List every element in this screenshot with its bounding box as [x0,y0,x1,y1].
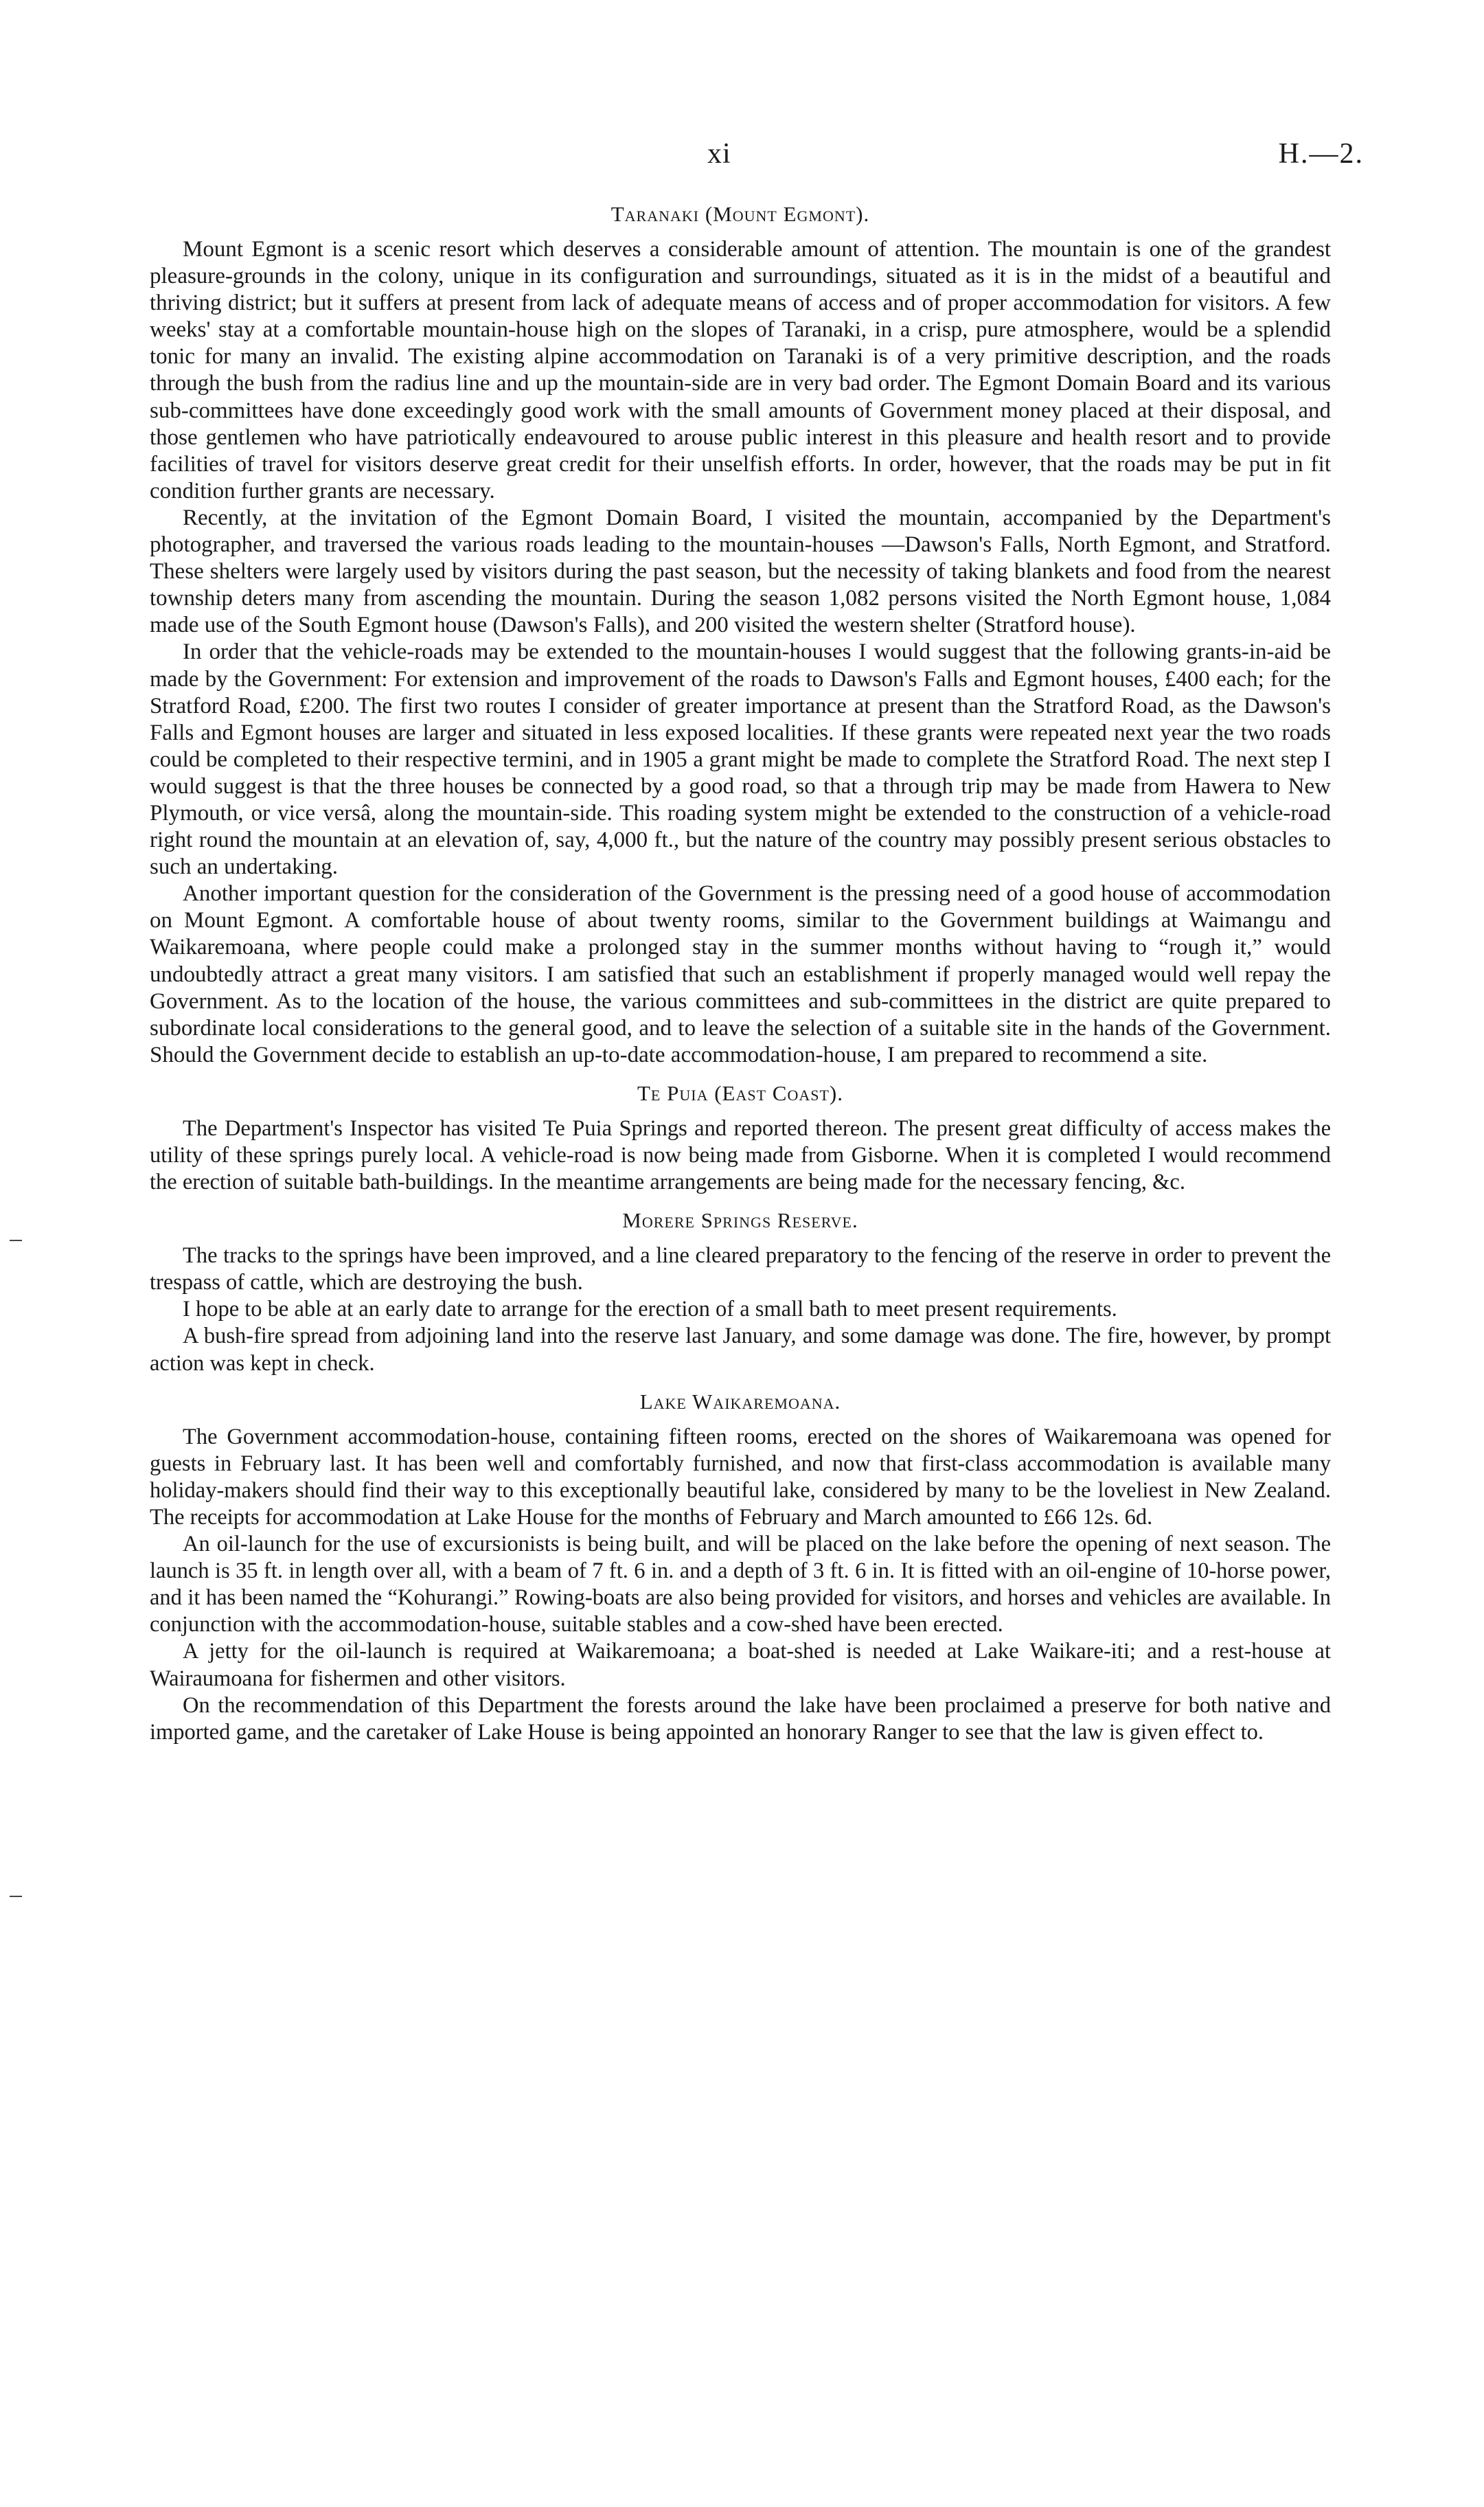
page-number: xi [707,138,731,170]
section-taranaki [150,201,1331,1069]
section-lake-waikaremoana [150,1388,1331,1746]
section-te-puia [150,1080,1331,1196]
section-heading: Lake Waikaremoana. [639,1389,841,1414]
paragraph: An oil-launch for the use of excursionists is being built, and will be placed on the lake before the opening of next season. The launch is 35 ft. in length over all, with a beam of 7 ft. 6 in. and a depth of 3 ft. 6 in. It is fitted with an oil-engine of 10-horse power, and it has been named the “Kohurangi.” Rowing-boats are also being provided for visitors, and horses and vehicles are available. In conjunction with the accommodation-house, suitable stables and a cow-shed have been erected. [150,1532,1331,1637]
paragraph: Recently, at the invitation of the Egmont Domain Board, I visited the mountain, accompanied by the Department's photographer, and traversed the various roads leading to the mountain-houses —Dawson's Falls, North Egmont, and Stratford. These shelters were largely used by visitors during the past season, but the necessity of taking blankets and food from the nearest township deters many from ascending the mountain. During the season 1,082 persons visited the North Egmont house, 1,084 made use of the South Egmont house (Dawson's Falls), and 200 visited the western shelter (Stratford house). [150,505,1331,638]
section-heading: Te Puia (East Coast). [637,1080,843,1105]
document-body [150,201,1331,1757]
paragraph: A jetty for the oil-launch is required at Waikaremoana; a boat-shed is needed at Lake Waikare-iti; and a rest-house at Wairaumoana for fishermen and other visitors. [150,1639,1331,1691]
paragraph: I hope to be able at an early date to arrange for the erection of a small bath to meet present requirements. [183,1297,1117,1322]
margin-tick-mark [10,1896,22,1897]
paragraph: Mount Egmont is a scenic resort which deserves a considerable amount of attention. The mountain is one of the grandest pleasure-grounds in the colony, unique in its configuration and surroundings, situated as it is in the midst of a beautiful and thriving district; but it suffers at present from lack of adequate means of access and of proper accommodation for visitors. A few weeks' stay at a comfortable mountain-house high on the slopes of Taranaki, in a crisp, pure atmosphere, would be a splendid tonic for many an invalid. The existing alpine accommodation on Taranaki is of a very primitive description, and the roads through the bush from the radius line and up the mountain-side are in very bad order. The Egmont Domain Board and its various sub-committees have done exceedingly good work with the small amounts of Government money placed at their disposal, and those gentlemen who have patriotically endeavoured to arouse public interest in this pleasure and health resort and to provide facilities of travel for visitors deserve great credit for their unselfish efforts. In order, however, that the roads may be put in fit condition further grants are necessary. [150,237,1331,503]
section-morere-springs [150,1207,1331,1376]
paragraph: The Government accommodation-house, containing fifteen rooms, erected on the shores of Waikaremoana was opened for guests in February last. It has been well and comfortably furnished, and now that first-class accommodation is available many holiday-makers should find their way to this exceptionally beautiful lake, considered by many to be the loveliest in New Zealand. The receipts for accommodation at Lake House for the months of February and March amounted to £66 12s. 6d. [150,1424,1331,1530]
paragraph: A bush-fire spread from adjoining land into the reserve last January, and some damage was done. The fire, however, by prompt action was kept in check. [150,1324,1331,1376]
paragraph: The Department's Inspector has visited Te Puia Springs and reported thereon. The present great difficulty of access makes the utility of these springs purely local. A vehicle-road is now being made from Gisborne. When it is completed I would recommend the erection of suitable bath-buildings. In the meantime arrangements are being made for the necessary fencing, &c. [150,1115,1331,1195]
paragraph: Another important question for the consideration of the Government is the pressing need of a good house of accommodation on Mount Egmont. A comfortable house of about twenty rooms, similar to the Government buildings at Waimangu and Waikaremoana, where people could make a prolonged stay in the summer months without having to “rough it,” would undoubtedly attract a great many visitors. I am satisfied that such an establishment if properly managed would well repay the Government. As to the location of the house, the various committees and sub-committees in the district are quite prepared to subordinate local considerations to the general good, and to leave the selection of a suitable site in the hands of the Government. Should the Government decide to establish an up-to-date accommodation-house, I am prepared to recommend a site. [150,881,1331,1067]
section-heading: Taranaki (Mount Egmont). [610,202,870,226]
paragraph: The tracks to the springs have been improved, and a line cleared preparatory to the fencing of the reserve in order to prevent the trespass of cattle, which are destroying the bush. [150,1243,1331,1295]
paragraph: On the recommendation of this Department the forests around the lake have been proclaimed a preserve for both native and imported game, and the caretaker of Lake House is being appointed an honorary Ranger to see that the law is given effect to. [150,1692,1331,1745]
paragraph: In order that the vehicle-roads may be extended to the mountain-houses I would suggest that the following grants-in-aid be made by the Government: For extension and improvement of the roads to Dawson's Falls and Egmont houses, £400 each; for the Stratford Road, £200. The first two routes I consider of greater importance at present than the Stratford Road, as the Dawson's Falls and Egmont houses are larger and situated in less exposed localities. If these grants were repeated next year the two roads could be completed to their respective termini, and in 1905 a grant might be made to complete the Stratford Road. The next step I would suggest is that the three houses be connected by a good road, so that a through trip may be made from Hawera to New Plymouth, or vice versâ, along the mountain-side. This roading system might be extended to the construction of a vehicle-road right round the mountain at an elevation of, say, 4,000 ft., but the nature of the country may possibly present serious obstacles to such an undertaking. [150,639,1331,880]
margin-tick-mark [10,1240,22,1241]
document-reference: H.—2. [1278,138,1364,170]
section-heading: Morere Springs Reserve. [622,1208,858,1233]
